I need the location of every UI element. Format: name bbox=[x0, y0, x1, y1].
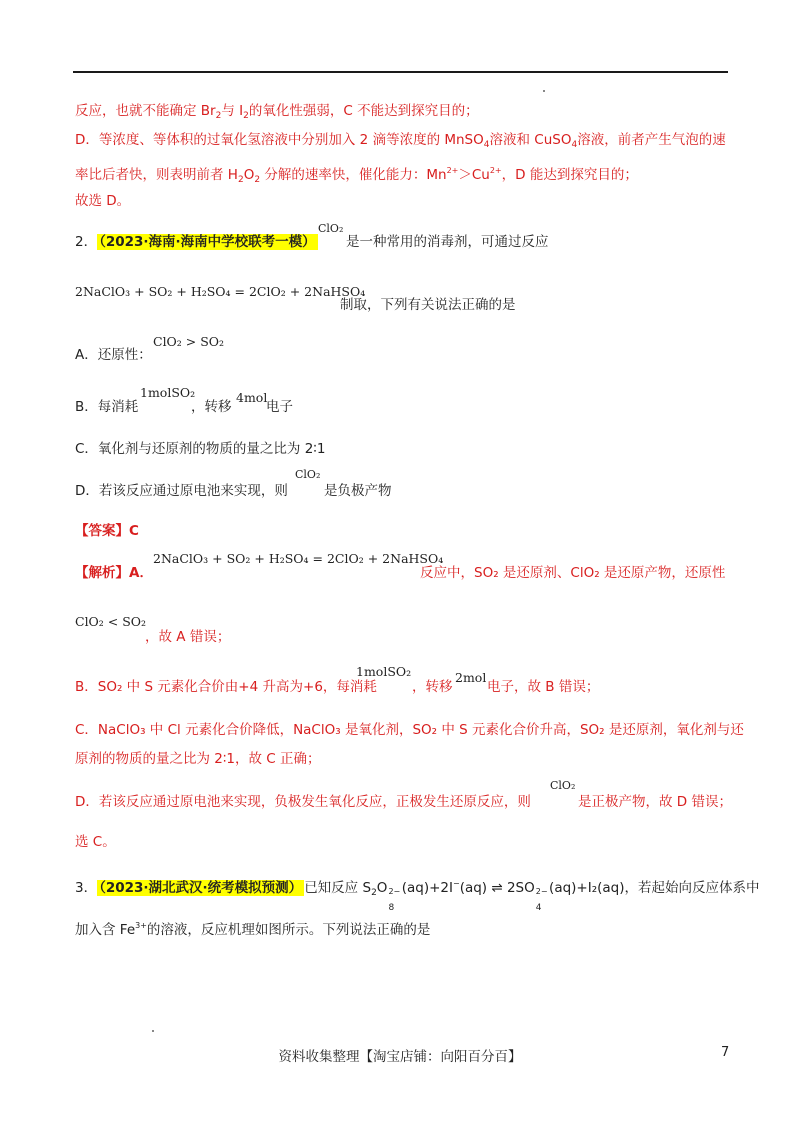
q2-stem-text: 是一种常用的消毒剂，可通过反应 bbox=[346, 234, 549, 250]
speck bbox=[543, 90, 545, 92]
q2-analysis-b-formula1: 1molSO₂ bbox=[356, 664, 412, 679]
speck bbox=[152, 1030, 154, 1032]
q2-option-d-formula: ClO₂ bbox=[295, 468, 321, 481]
q2-analysis-d-text: D．若该反应通过原电池来实现，负极发生氧化反应，正极发生还原反应，则 bbox=[75, 794, 531, 810]
q2-option-a-formula: ClO₂ > SO₂ bbox=[153, 334, 225, 349]
q2-conclusion: 选 C。 bbox=[75, 834, 116, 850]
q2-option-a-label: A．还原性： bbox=[75, 347, 152, 363]
q2-stem bbox=[75, 232, 318, 252]
q2-option-b-formula1: 1molSO₂ bbox=[140, 385, 196, 400]
q2-equation: 2NaClO₃ + SO₂ + H₂SO₄ = 2ClO₂ + 2NaHSO₄ bbox=[75, 284, 366, 299]
q2-analysis-a-end: ，故 A 错误； bbox=[145, 629, 231, 645]
q2-analysis-equation: 2NaClO₃ + SO₂ + H₂SO₄ = 2ClO₂ + 2NaHSO₄ bbox=[153, 551, 444, 566]
q2-answer: 【答案】C bbox=[75, 523, 139, 539]
q2-option-b-end: 电子 bbox=[266, 399, 293, 415]
q2-analysis-b-end: 电子，故 B 错误； bbox=[487, 679, 600, 695]
q2-analysis-d-formula: ClO₂ bbox=[550, 779, 576, 792]
q2-option-c: C．氧化剂与还原剂的物质的量之比为 2∶1 bbox=[75, 441, 326, 457]
q3-number: 3． bbox=[75, 880, 98, 896]
q3-stem-line2: 加入含 $Fe^{3+}$的溶液，反应机理如图所示。下列说法正确的是 bbox=[75, 921, 431, 938]
footer-text: 资料收集整理【淘宝店铺：向阳百分百】 bbox=[278, 1049, 522, 1065]
q2-option-d-end: 是负极产物 bbox=[324, 483, 392, 499]
q2-option-b-mid: ，转移 bbox=[191, 399, 232, 415]
q2-option-b-label: B．每消耗 bbox=[75, 399, 139, 415]
q3-source-badge: （2023·湖北武汉·统考模拟预测） bbox=[99, 880, 303, 896]
q2-stem-text-2: 制取，下列有关说法正确的是 bbox=[340, 297, 516, 313]
q1-continuation-line2: D．等浓度、等体积的过氧化氢溶液中分别加入 2 滴等浓度的 MnSO$_4$溶液和 CuSO$_4$溶液，前者产生气泡的速 bbox=[75, 132, 726, 150]
q2-source-badge: （2023·海南·海南中学校联考一模） bbox=[99, 234, 316, 250]
q1-conclusion: 故选 D。 bbox=[75, 193, 131, 209]
q1-continuation-line3: 率比后者快，则表明前者 $H_2O_2$ 分解的速率快，催化能力：$Mn^{2+}>Cu^{2+}$，D 能达到探究目的； bbox=[75, 166, 638, 185]
q2-analysis-label: 【解析】A． bbox=[75, 565, 153, 581]
q1-continuation-line1: 反应，也就不能确定 $Br_2$与 $I_2$的氧化性强弱，C 不能达到探究目的； bbox=[75, 103, 479, 121]
q2-analysis-a-formula: ClO₂ < SO₂ bbox=[75, 614, 147, 629]
q2-analysis-c-line1: C．NaClO₃ 中 Cl 元素化合价降低，NaClO₃ 是氧化剂，SO₂ 中 S 元素化合价升高，SO₂ 是还原剂，氧化剂与还 bbox=[75, 722, 744, 738]
header-rule bbox=[73, 71, 728, 73]
q2-analysis-c-line2: 原剂的物质的量之比为 2∶1，故 C 正确； bbox=[75, 751, 321, 767]
q2-analysis-b-text: B．SO₂ 中 S 元素化合价由+4 升高为+6，每消耗 bbox=[75, 679, 377, 695]
q2-analysis-b-formula2: 2mol bbox=[455, 670, 487, 685]
q2-formula-clo2: ClO₂ bbox=[318, 222, 344, 235]
q2-analysis-a-text: 反应中，SO₂ 是还原剂、ClO₂ 是还原产物，还原性 bbox=[420, 565, 726, 581]
q2-analysis-b-mid: ，转移 bbox=[412, 679, 453, 695]
q2-option-b-formula2: 4mol bbox=[236, 390, 268, 405]
q2-number: 2． bbox=[75, 234, 98, 250]
q3-stem: 3． （2023·湖北武汉·统考模拟预测） 已知反应 $S_2O$ 2− 8 (aq)+2I−(aq) ⇌ 2SO 2− 4 (aq)+I₂(aq)，若起始向反应体系中 bbox=[75, 879, 760, 913]
q2-analysis-d-end: 是正极产物，故 D 错误； bbox=[578, 794, 732, 810]
q2-option-d-label: D．若该反应通过原电池来实现，则 bbox=[75, 483, 288, 499]
page-number: 7 bbox=[721, 1045, 730, 1060]
